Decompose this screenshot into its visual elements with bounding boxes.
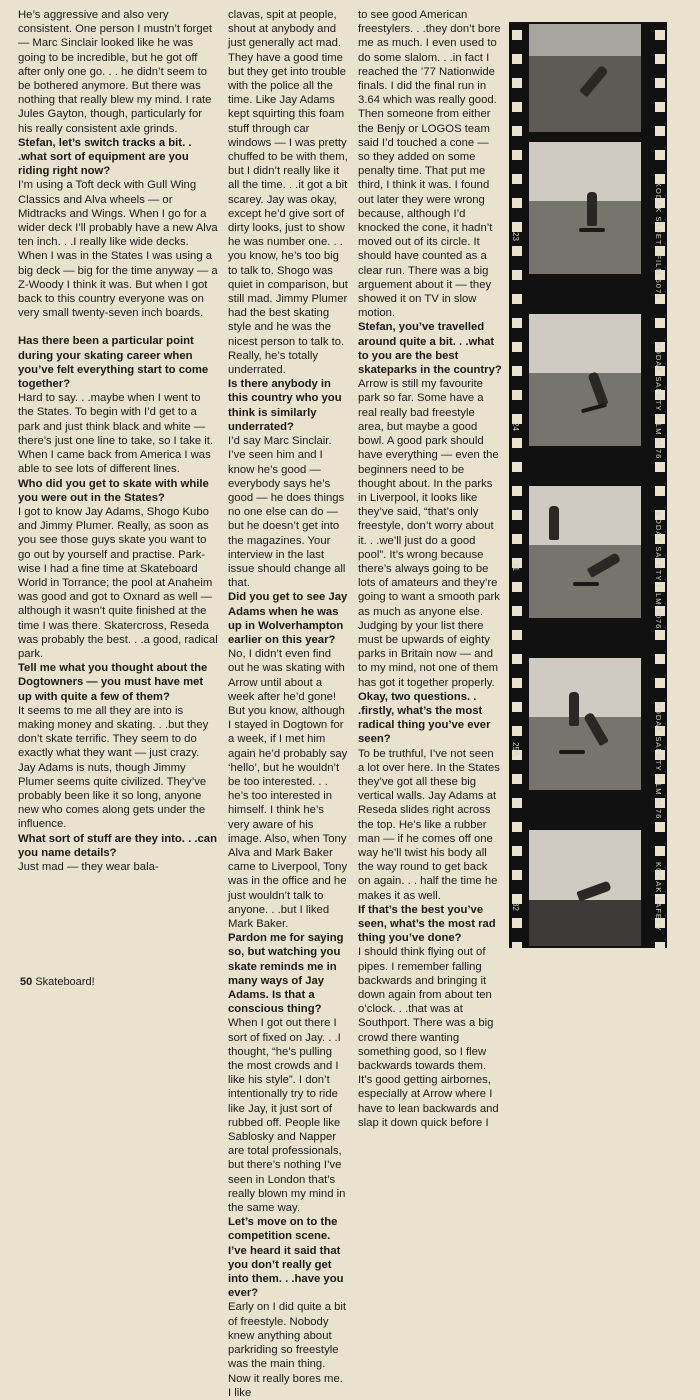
frame-number: 23: [511, 232, 520, 241]
film-edge-text: KODAK SAFETY FILM 5076: [654, 702, 663, 820]
sprocket-holes-left: [512, 22, 522, 948]
interview-question: Okay, two questions. . .firstly, what’s the most radical thing you’ve ever seen?: [358, 690, 491, 746]
interview-question: Pardon me for saying so, but watching you skate reminds me in many ways of Jay Adams. Is that a conscious thing?: [228, 932, 344, 1016]
interview-question: Who did you get to skate with while you were out in the States?: [18, 477, 209, 504]
interview-question: Stefan, you’ve travelled around quite a bit. . .what to you are the best skateparks in the country?: [358, 321, 502, 377]
photo-frame-1: [529, 24, 641, 132]
interview-answer: To be truthful, I’ve not seen a lot over here. In the States they’ve got all these big vertical walls. Jay Adams at Reseda slides right across the top. He’s like a rubber man — if he comes off one way he’ll twist his body all the way round to get back on again. . . half the time he makes it as well.: [358, 747, 500, 902]
interview-answer: clavas, spit at people, shout at anybody and just generally act mad. They have a good time but they get into trouble with the police all the time. Like Jay Adams kept squirting this foam stuff through car windows — I was pretty chuffed to be with them, but I didn’t really like it all the time. . .it got a bit scarey. Jay was okay, except he’d give sort of dirty looks, just to show he was number one. . . you know, he’s too big to talk to. Shogo was quiet in comparison, but still mad. Jimmy Plumer had the best skating style and he was the nicest person to talk to. Really, he’s totally underrated.: [228, 9, 348, 377]
interview-answer: No, I didn’t even find out he was skating with Arrow until about a week after he’d gone! But you know, although I stayed in Dogtown for a week, if I met him again he’d probably say ‘hello’, but he wouldn’t be too interested. . . he’s too interested in himself. I think he’s very aware of his image. Also, when Tony Alva and Mark Baker came to Liverpool, Tony was in the office and he just wouldn’t talk to anyone. . .but I liked Mark Baker.: [228, 648, 348, 930]
frame-number: 32: [511, 902, 520, 911]
interview-answer: Hard to say. . .maybe when I went to the States. To begin with I’d get to a park and just think black and white — there’s just one line to take, so I take it. When I came back from America I was able to see lots of different lines.: [18, 392, 214, 476]
interview-question: Is there anybody in this country who you think is similarly underrated?: [228, 378, 342, 433]
frame-number: 25A: [511, 742, 520, 757]
interview-question: Has there been a particular point during your skating career when you’ve felt everything start to come together?: [18, 335, 209, 391]
interview-answer: I’m using a Toft deck with Gull Wing Classics and Alva wheels — or Midtracks and Wings. When I go for a wider deck I’ll probably have a new Alva ten inch. . .I really like wide decks. When I was in the States I was using a big deck — big for the time anyway — a Z-Woody I think it was. But when I got back to this country everyone was on very small twenty-seven inch boards.: [18, 179, 218, 320]
interview-answer: I should think flying out of pipes. I remember falling backwards and bringing it down again from about ten o’clock. . .that was at Southport. There was a big crowd there wanting something good, so I flew backwards towards them. It’s good getting airbornes, especially at Arrow where I have to lean backwards and slap it down quick before I: [358, 946, 499, 1129]
photo-frame-3: [529, 314, 641, 446]
interview-answer: It seems to me all they are into is making money and skating. . .but they don’t skate terrific. They seem to do exactly what they want — just crazy. Jay Adams is nuts, though Jimmy Plumer seems quite civilized. They’ve probably been like it so long, anyone new who comes along gets under the influence.: [18, 704, 209, 831]
page-number: 50: [20, 976, 33, 988]
interview-answer: Arrow is still my favourite park so far. Some have a real really bad freestyle area, but maybe a good bowl. A good park should have everything — even the beginners need to be thought about. In the parks in Liverpool, it looks like they’ve said, “that’s only freestyle, don’t worry about it. . .we’ll just do a good pool”. It’s wrong because there’s always going to be lots of amateurs and they’re going to want a smooth park as much as anyone else. Judging by your list there must be upwards of eighty parks in Britain now — and to my mind, not one of them has got it together properly.: [358, 378, 500, 689]
film-edge-text: KODAK SAFETY: [654, 862, 663, 932]
interview-answer: I’d say Marc Sinclair. I’ve seen him and I know he’s good — everybody says he’s good — he does things no one else can do — but he doesn’t get into the magazines. Your interview in the last issue should change all that.: [228, 435, 346, 590]
photo-frame-4: [529, 486, 641, 618]
interview-question: Tell me what you thought about the Dogtowners — you must have met up with quite a few of them?: [18, 662, 208, 703]
article-column-2: [228, 8, 348, 1400]
interview-answer: Early on I did quite a bit of freestyle. Nobody knew anything about parkriding so freestyle was the main thing. Now it really bores me. I like: [228, 1301, 347, 1399]
film-edge-text: KODAK SAFETY FILM 5076: [654, 512, 663, 630]
interview-answer: When I got out there I sort of fixed on Jay. . .I thought, “he’s pulling the most crowds and I like his style”. I don’t intentionally try to ride like Jay, it just sort of rubbed off. People like Sablosky and Napper are total professionals, but there’s nothing I’ve seen in London that’s really blown my mind in the same way.: [228, 1017, 346, 1215]
magazine-name: Skateboard!: [35, 976, 95, 988]
photo-filmstrip: [509, 22, 667, 948]
film-edge-text: KODAK SAFETY FILM 5076: [654, 182, 663, 300]
interview-question: What sort of stuff are they into. . .can you name details?: [18, 832, 217, 859]
page-footer: [20, 976, 95, 988]
film-edge-text: KODAK SAFETY FILM 5076: [654, 342, 663, 460]
interview-question: Stefan, let’s switch tracks a bit. . .what sort of equipment are you riding right now?: [18, 136, 192, 178]
interview-answer: He’s aggressive and also very consistent. One person I mustn’t forget — Marc Sinclair looked like he was going to be incredible, but he got off after only one go. . . he didn’t seem to be bothered anymore. But there was nothing that really blew my mind. I rate Jules Gayton, though, particularly for his really consistent axle grinds.: [18, 9, 213, 135]
frame-number: 24: [511, 422, 520, 431]
photo-frame-2: [529, 142, 641, 274]
photo-frame-6: [529, 830, 641, 946]
photo-frame-5: [529, 658, 641, 790]
interview-question: Did you get to see Jay Adams when he was up in Wolverhampton earlier on this year?: [228, 591, 348, 646]
interview-answer: Just mad — they wear bala-: [18, 860, 159, 873]
interview-question: Let’s move on to the competition scene. I’ve heard it said that you don’t really get into them. . .have you ever?: [228, 1216, 344, 1300]
interview-answer: to see good American freestylers. . .they don’t bore me as much. I even used to do some slalom. . .in fact I reached the ’77 Nationwide finals. I did the final run in 3.64 which was really good. Then someone from either the Benjy or LOGOS team said I’d touched a cone — so they added on some penalty time. That put me third, I think it was. I found out later they were wrong because, although I’d knocked the cone, it hadn’t moved out of its circle. It should have counted as a clear run. There was a big arguement about it — they showed it on TV in slow motion.: [358, 9, 501, 320]
article-column-1: [18, 8, 218, 874]
interview-question: If that’s the best you’ve seen, what’s the most rad thing you’ve done?: [358, 903, 496, 945]
article-column-3: [358, 8, 502, 1130]
frame-number: 31: [511, 562, 520, 571]
interview-answer: I got to know Jay Adams, Shogo Kubo and Jimmy Plumer. Really, as soon as you see those guys skate you want to go out by yourself and practise. Park-wise I had a fine time at Skateboard World in Torrance; the pool at Anaheim was good and got to Oxnard as well — although it wasn’t quite finished at the time I was there. Skatercross, Reseda was probably the best. . .a good, radical park.: [18, 505, 218, 660]
